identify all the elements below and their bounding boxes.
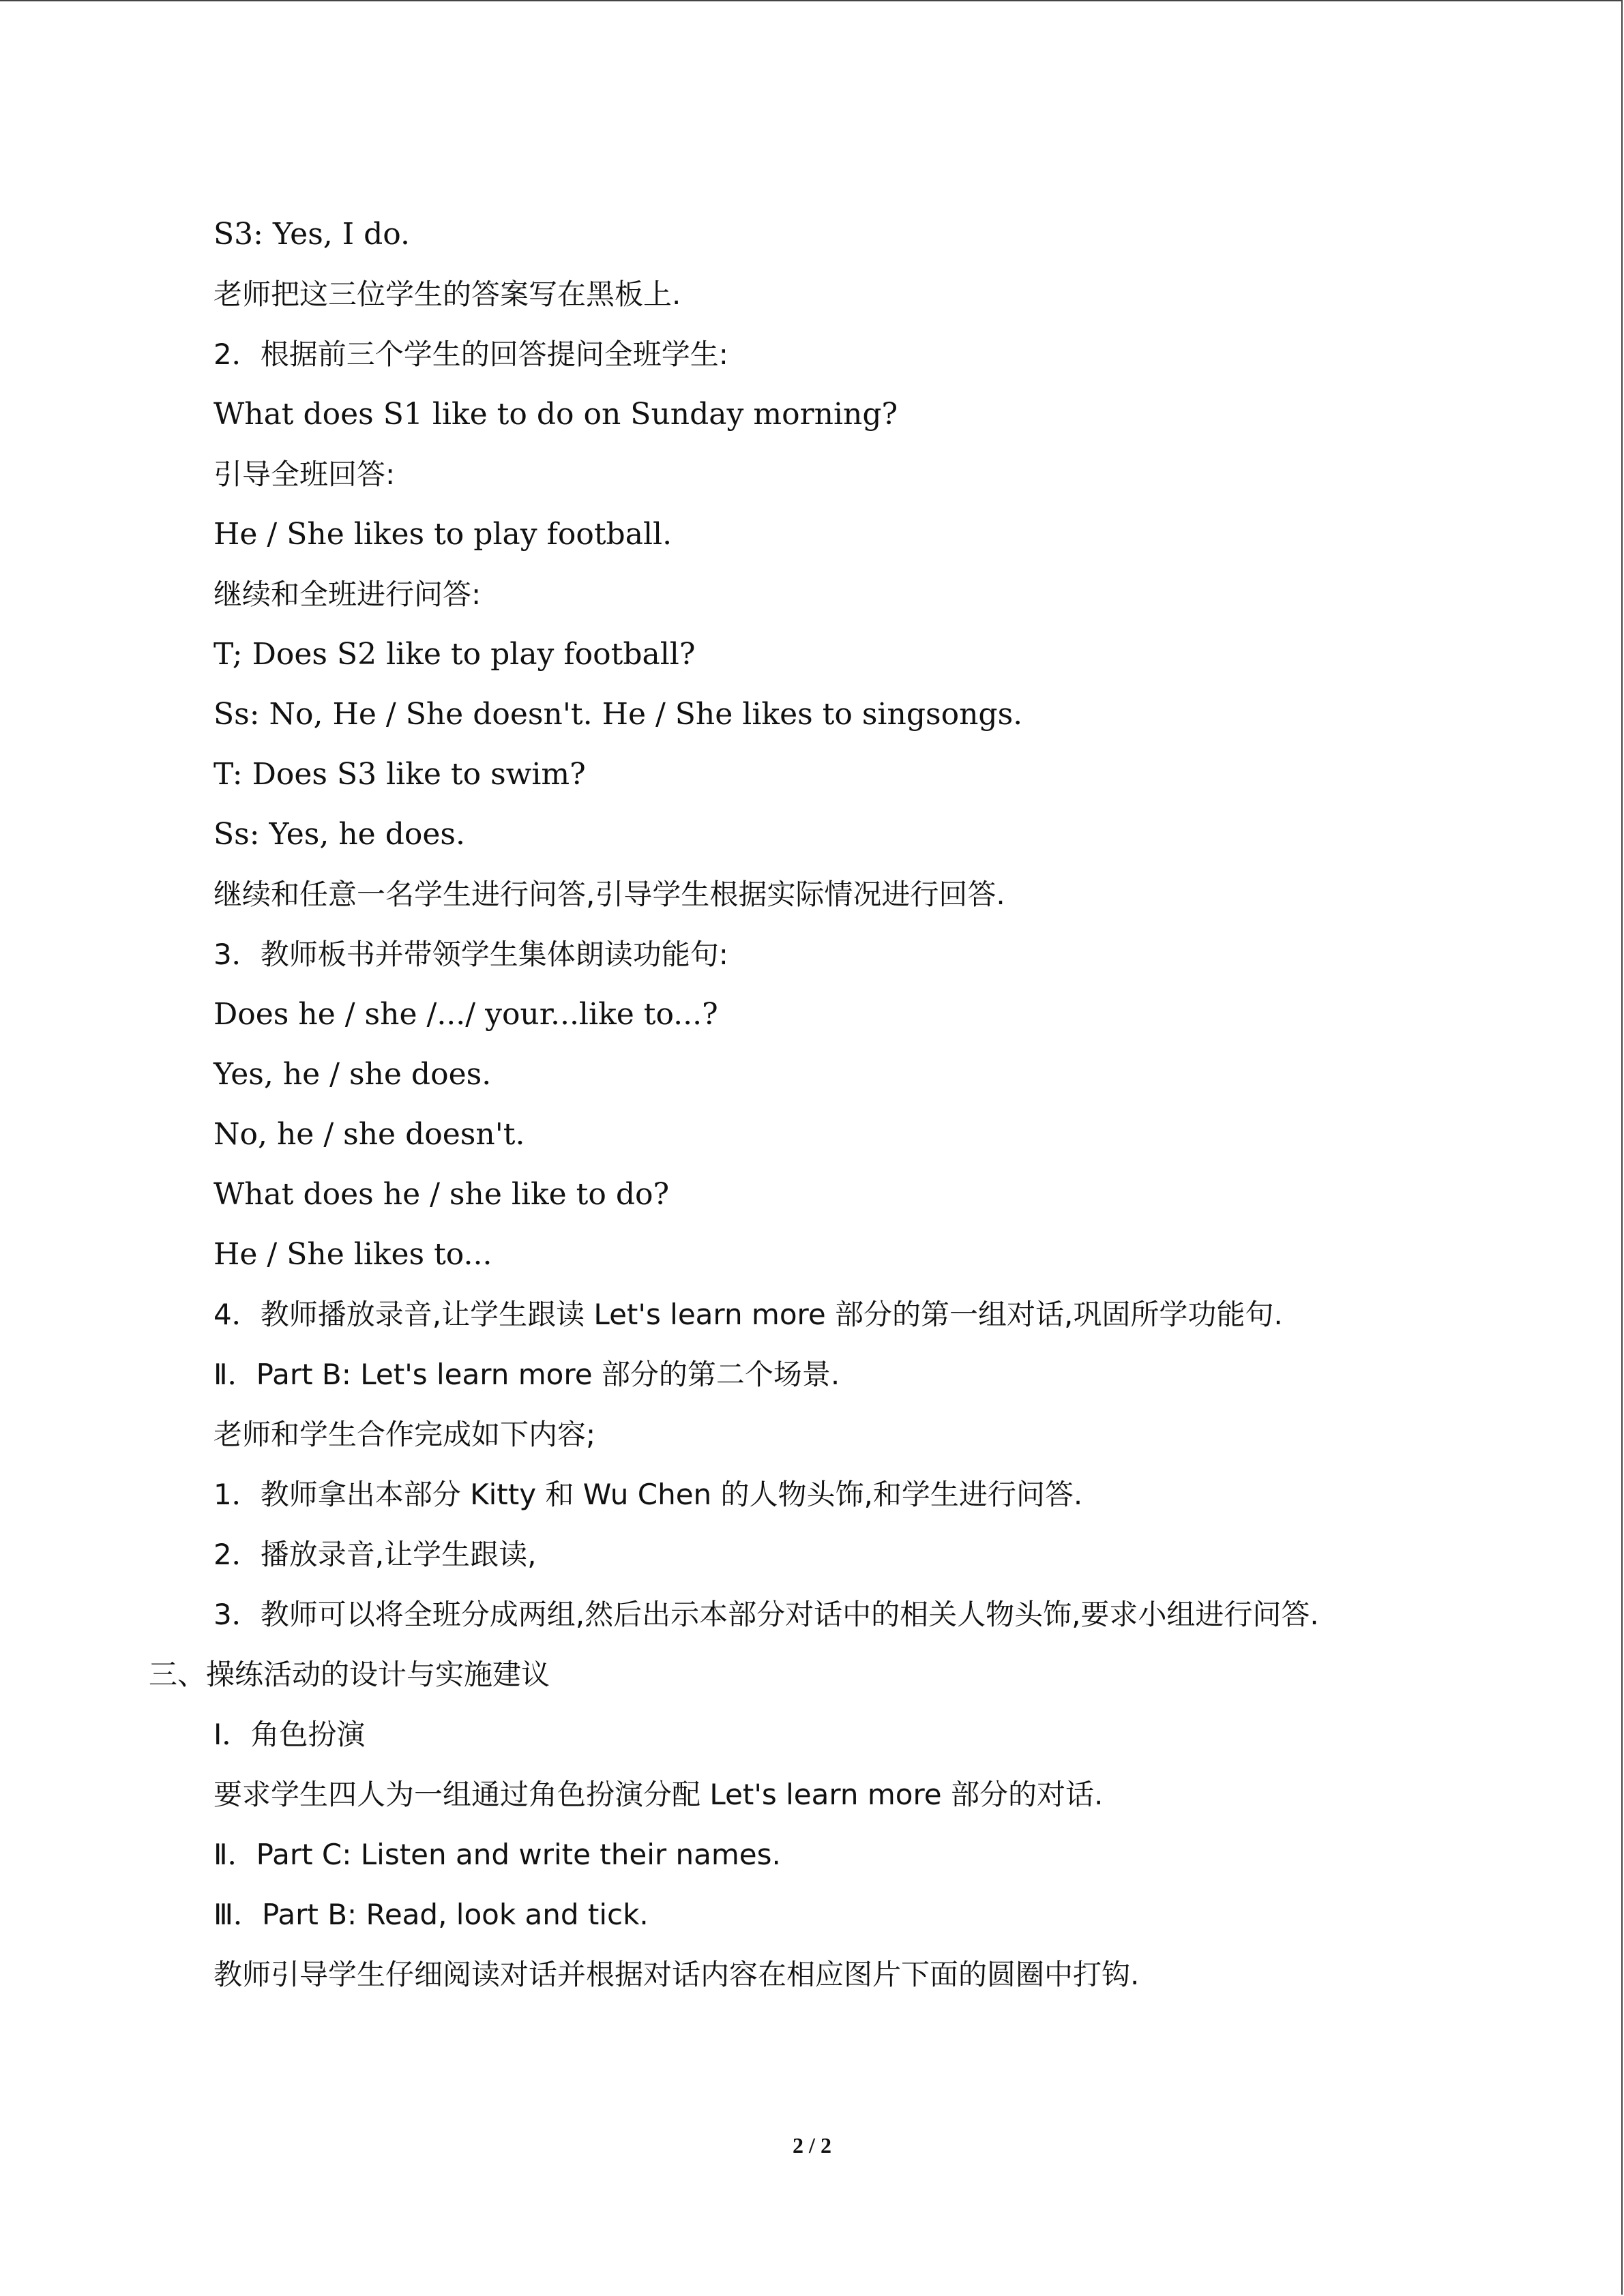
text-line: 2．播放录音,让学生跟读, xyxy=(213,1538,537,1571)
text-line: Ss: Yes, he does. xyxy=(213,817,465,852)
text-line: 1．教师拿出本部分 Kitty 和 Wu Chen 的人物头饰,和学生进行问答. xyxy=(213,1478,1083,1511)
text-line: Does he / she /.../ your...like to...? xyxy=(213,997,718,1032)
text-line: 4．教师播放录音,让学生跟读 Let's learn more 部分的第一组对话,巩固所学功能句. xyxy=(213,1298,1283,1331)
text-line: He / She likes to play football. xyxy=(213,517,673,552)
text-line: Yes, he / she does. xyxy=(213,1057,492,1092)
section-heading: 三、操练活动的设计与实施建议 xyxy=(149,1658,550,1691)
text-line: 教师引导学生仔细阅读对话并根据对话内容在相应图片下面的圆圈中打钩. xyxy=(213,1958,1140,1991)
text-line: What does he / she like to do? xyxy=(213,1177,670,1212)
text-line: 继续和任意一名学生进行问答,引导学生根据实际情况进行回答. xyxy=(213,878,1005,911)
text-line: Ⅰ．角色扮演 xyxy=(213,1718,366,1751)
text-line: 要求学生四人为一组通过角色扮演分配 Let's learn more 部分的对话. xyxy=(213,1778,1104,1811)
text-line: 2．根据前三个学生的回答提问全班学生: xyxy=(213,338,728,371)
text-line: Ⅱ．Part B: Let's learn more 部分的第二个场景. xyxy=(213,1358,840,1391)
text-line: Ss: No, He / She doesn't. He / She likes to singsongs. xyxy=(213,697,1023,732)
text-line: 老师把这三位学生的答案写在黑板上. xyxy=(213,278,681,311)
text-line: No, he / she doesn't. xyxy=(213,1117,525,1152)
page-number: 2 / 2 xyxy=(793,2133,831,2158)
text-line: 引导全班回答: xyxy=(213,458,396,491)
text-line: S3: Yes, I do. xyxy=(213,217,410,252)
text-line: 3．教师可以将全班分成两组,然后出示本部分对话中的相关人物头饰,要求小组进行问答. xyxy=(213,1598,1319,1631)
text-line: Ⅱ．Part C: Listen and write their names. xyxy=(213,1838,781,1871)
text-line: What does S1 like to do on Sunday morning? xyxy=(213,397,898,432)
text-line: 3．教师板书并带领学生集体朗读功能句: xyxy=(213,938,728,971)
text-line: Ⅲ．Part B: Read, look and tick. xyxy=(213,1898,649,1931)
text-line: 老师和学生合作完成如下内容; xyxy=(213,1418,596,1451)
text-line: 继续和全班进行问答: xyxy=(213,578,482,611)
document-body xyxy=(0,205,1624,2005)
text-line: He / She likes to... xyxy=(213,1237,492,1272)
text-line: T; Does S2 like to play football? xyxy=(213,637,696,672)
text-line: T: Does S3 like to swim? xyxy=(213,757,586,792)
